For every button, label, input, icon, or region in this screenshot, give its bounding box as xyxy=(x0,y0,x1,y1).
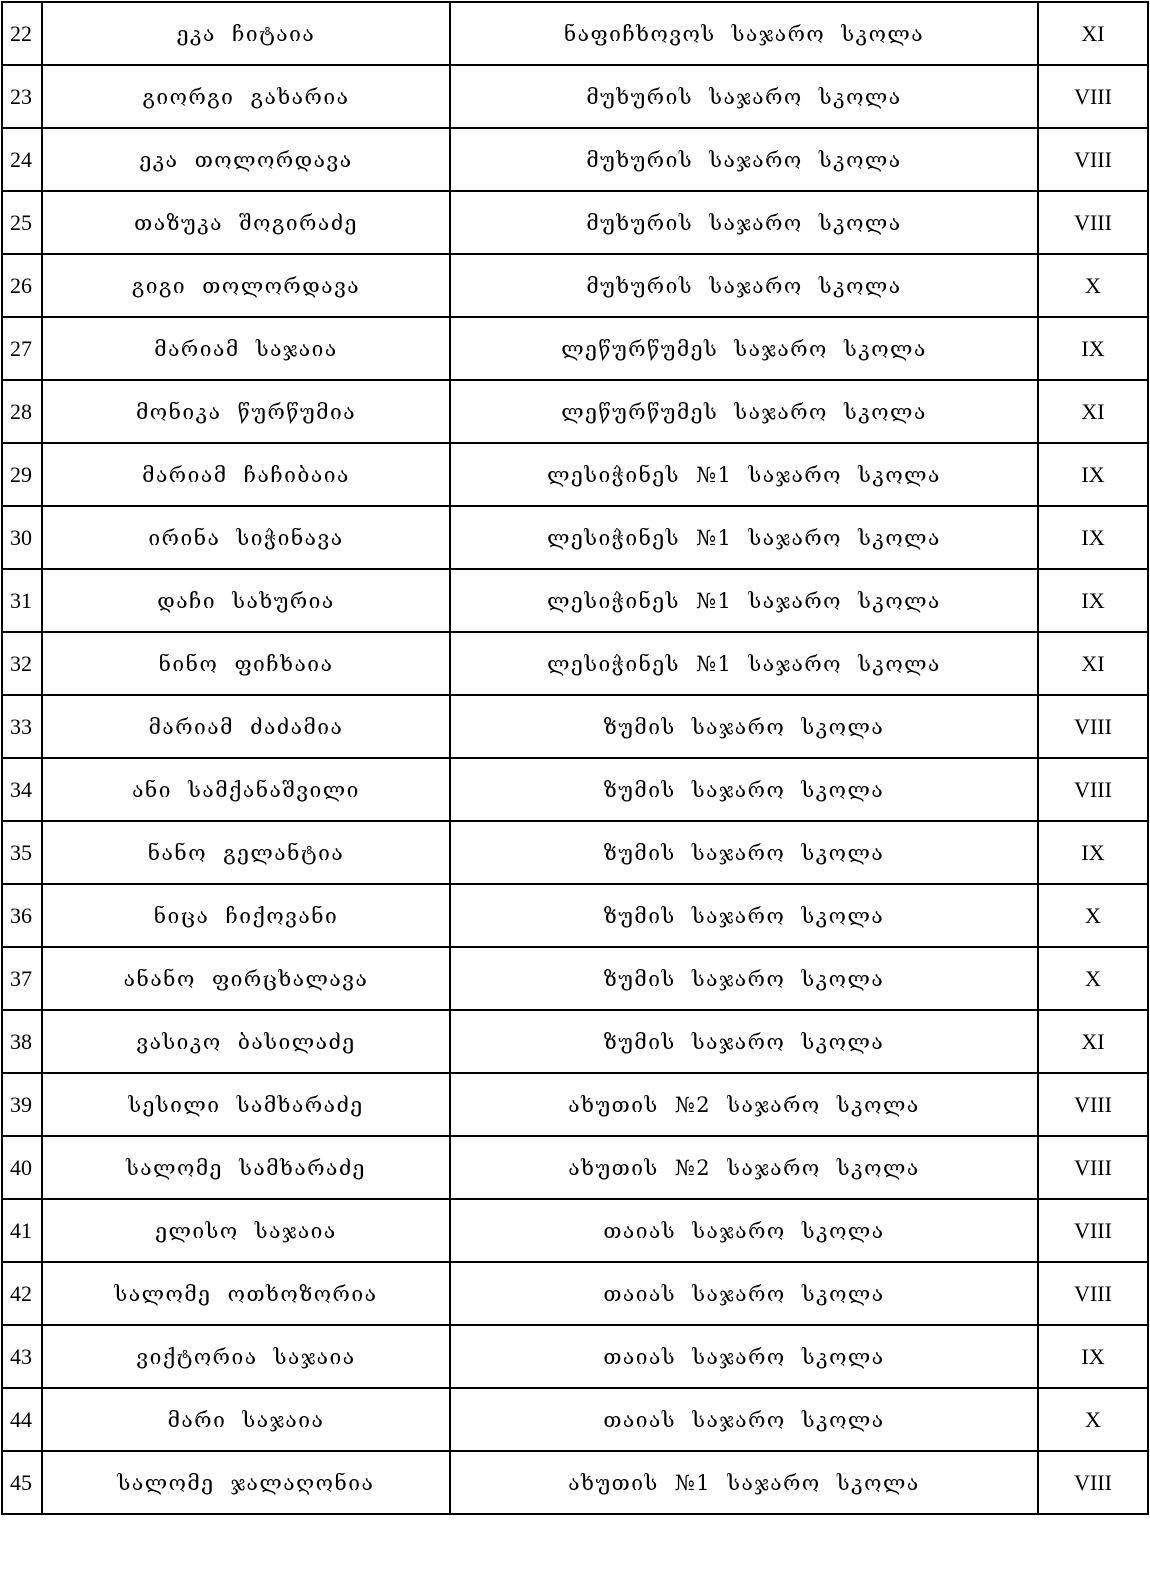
student-name: ირინა სიჭინავა xyxy=(42,506,450,569)
table-row xyxy=(2,632,1148,695)
table-row xyxy=(2,1451,1148,1514)
grade-level: IX xyxy=(1038,1325,1148,1388)
participants-table-body xyxy=(2,2,1148,1514)
student-name: ვასიკო ბასილაძე xyxy=(42,1010,450,1073)
grade-level: VIII xyxy=(1038,1136,1148,1199)
row-number: 35 xyxy=(2,821,42,884)
school-name: თაიას საჯარო სკოლა xyxy=(450,1388,1038,1451)
table-row xyxy=(2,695,1148,758)
row-number: 37 xyxy=(2,947,42,1010)
table-row xyxy=(2,884,1148,947)
student-name: მარი საჯაია xyxy=(42,1388,450,1451)
school-name: ლესიჭინეს №1 საჯარო სკოლა xyxy=(450,632,1038,695)
table-row xyxy=(2,1136,1148,1199)
student-name: ნიცა ჩიქოვანი xyxy=(42,884,450,947)
grade-level: IX xyxy=(1038,569,1148,632)
table-row xyxy=(2,758,1148,821)
student-name: ნინო ფიჩხაია xyxy=(42,632,450,695)
row-number: 29 xyxy=(2,443,42,506)
table-row xyxy=(2,1388,1148,1451)
grade-level: X xyxy=(1038,884,1148,947)
school-name: ზუმის საჯარო სკოლა xyxy=(450,821,1038,884)
school-name: ზუმის საჯარო სკოლა xyxy=(450,884,1038,947)
table-row xyxy=(2,1073,1148,1136)
grade-level: IX xyxy=(1038,506,1148,569)
row-number: 38 xyxy=(2,1010,42,1073)
table-row xyxy=(2,1010,1148,1073)
school-name: მუხურის საჯარო სკოლა xyxy=(450,191,1038,254)
student-name: მარიამ ძაძამია xyxy=(42,695,450,758)
student-name: მარიამ საჯაია xyxy=(42,317,450,380)
table-row xyxy=(2,317,1148,380)
row-number: 28 xyxy=(2,380,42,443)
row-number: 44 xyxy=(2,1388,42,1451)
student-name: გიორგი გახარია xyxy=(42,65,450,128)
student-name: ელისო საჯაია xyxy=(42,1199,450,1262)
student-name: დაჩი სახურია xyxy=(42,569,450,632)
row-number: 36 xyxy=(2,884,42,947)
row-number: 39 xyxy=(2,1073,42,1136)
table-row xyxy=(2,1262,1148,1325)
row-number: 40 xyxy=(2,1136,42,1199)
student-name: მონიკა წურწუმია xyxy=(42,380,450,443)
student-name: მარიამ ჩაჩიბაია xyxy=(42,443,450,506)
grade-level: VIII xyxy=(1038,1451,1148,1514)
student-name: სესილი სამხარაძე xyxy=(42,1073,450,1136)
school-name: ახუთის №1 საჯარო სკოლა xyxy=(450,1451,1038,1514)
student-name: გიგი თოლორდავა xyxy=(42,254,450,317)
school-name: ნაფიჩხოვოს საჯარო სკოლა xyxy=(450,2,1038,65)
row-number: 25 xyxy=(2,191,42,254)
student-name: ვიქტორია საჯაია xyxy=(42,1325,450,1388)
row-number: 42 xyxy=(2,1262,42,1325)
grade-level: VIII xyxy=(1038,758,1148,821)
table-row xyxy=(2,506,1148,569)
student-name: ანანო ფირცხალავა xyxy=(42,947,450,1010)
row-number: 43 xyxy=(2,1325,42,1388)
row-number: 23 xyxy=(2,65,42,128)
row-number: 30 xyxy=(2,506,42,569)
table-row xyxy=(2,1199,1148,1262)
school-name: ზუმის საჯარო სკოლა xyxy=(450,758,1038,821)
grade-level: XI xyxy=(1038,2,1148,65)
school-name: ზუმის საჯარო სკოლა xyxy=(450,695,1038,758)
table-row xyxy=(2,2,1148,65)
grade-level: VIII xyxy=(1038,1199,1148,1262)
grade-level: VIII xyxy=(1038,695,1148,758)
school-name: თაიას საჯარო სკოლა xyxy=(450,1199,1038,1262)
row-number: 41 xyxy=(2,1199,42,1262)
row-number: 33 xyxy=(2,695,42,758)
table-row xyxy=(2,128,1148,191)
school-name: ახუთის №2 საჯარო სკოლა xyxy=(450,1073,1038,1136)
table-row xyxy=(2,380,1148,443)
school-name: მუხურის საჯარო სკოლა xyxy=(450,65,1038,128)
table-row xyxy=(2,443,1148,506)
school-name: ლეწურწუმეს საჯარო სკოლა xyxy=(450,380,1038,443)
school-name: ახუთის №2 საჯარო სკოლა xyxy=(450,1136,1038,1199)
grade-level: X xyxy=(1038,947,1148,1010)
grade-level: IX xyxy=(1038,443,1148,506)
grade-level: X xyxy=(1038,1388,1148,1451)
table-row xyxy=(2,254,1148,317)
grade-level: XI xyxy=(1038,632,1148,695)
grade-level: IX xyxy=(1038,317,1148,380)
table-row xyxy=(2,1325,1148,1388)
row-number: 24 xyxy=(2,128,42,191)
student-name: სალომე სამხარაძე xyxy=(42,1136,450,1199)
grade-level: X xyxy=(1038,254,1148,317)
student-name: ეკა ჩიტაია xyxy=(42,2,450,65)
student-name: სალომე ოთხოზორია xyxy=(42,1262,450,1325)
school-name: მუხურის საჯარო სკოლა xyxy=(450,254,1038,317)
student-name: ნანო გელანტია xyxy=(42,821,450,884)
student-name: ანი სამქანაშვილი xyxy=(42,758,450,821)
student-name: სალომე ჯალაღონია xyxy=(42,1451,450,1514)
participants-table xyxy=(1,1,1149,1515)
row-number: 27 xyxy=(2,317,42,380)
school-name: ლესიჭინეს №1 საჯარო სკოლა xyxy=(450,569,1038,632)
table-row xyxy=(2,947,1148,1010)
row-number: 32 xyxy=(2,632,42,695)
grade-level: VIII xyxy=(1038,1073,1148,1136)
grade-level: VIII xyxy=(1038,128,1148,191)
school-name: თაიას საჯარო სკოლა xyxy=(450,1262,1038,1325)
school-name: მუხურის საჯარო სკოლა xyxy=(450,128,1038,191)
school-name: ლესიჭინეს №1 საჯარო სკოლა xyxy=(450,443,1038,506)
school-name: ლესიჭინეს №1 საჯარო სკოლა xyxy=(450,506,1038,569)
grade-level: VIII xyxy=(1038,1262,1148,1325)
student-name: ეკა თოლორდავა xyxy=(42,128,450,191)
school-name: ზუმის საჯარო სკოლა xyxy=(450,1010,1038,1073)
row-number: 31 xyxy=(2,569,42,632)
school-name: ლეწურწუმეს საჯარო სკოლა xyxy=(450,317,1038,380)
student-name: თაზუკა შოგირაძე xyxy=(42,191,450,254)
table-row xyxy=(2,65,1148,128)
grade-level: VIII xyxy=(1038,65,1148,128)
grade-level: XI xyxy=(1038,1010,1148,1073)
grade-level: VIII xyxy=(1038,191,1148,254)
school-name: ზუმის საჯარო სკოლა xyxy=(450,947,1038,1010)
table-row xyxy=(2,821,1148,884)
table-row xyxy=(2,569,1148,632)
grade-level: IX xyxy=(1038,821,1148,884)
row-number: 45 xyxy=(2,1451,42,1514)
row-number: 26 xyxy=(2,254,42,317)
row-number: 22 xyxy=(2,2,42,65)
row-number: 34 xyxy=(2,758,42,821)
table-row xyxy=(2,191,1148,254)
grade-level: XI xyxy=(1038,380,1148,443)
school-name: თაიას საჯარო სკოლა xyxy=(450,1325,1038,1388)
